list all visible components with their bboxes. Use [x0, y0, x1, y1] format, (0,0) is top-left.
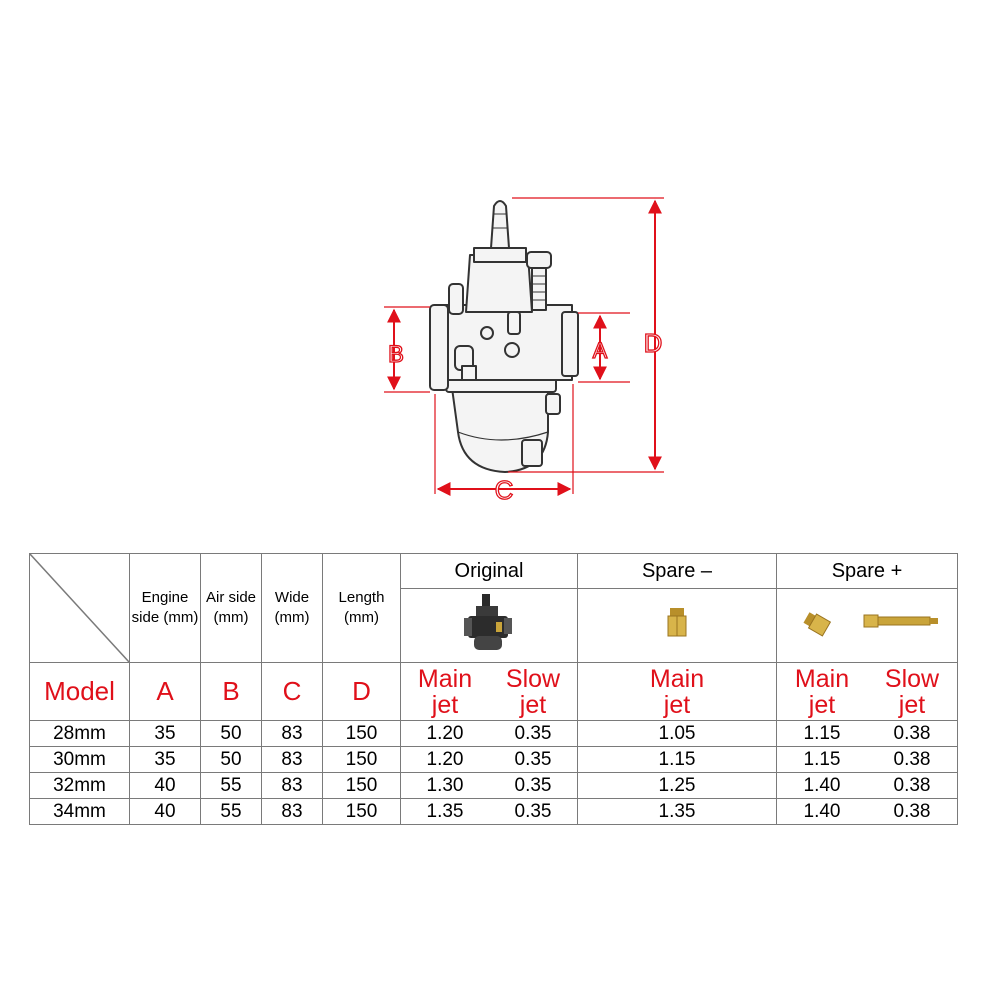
label-original-main-jet: Main jet [417, 664, 473, 719]
dimension-label-d: D [643, 328, 663, 358]
table-row [30, 773, 958, 799]
cell-a: 35 [130, 721, 201, 747]
dimension-label-b: B [387, 341, 405, 368]
cell-c: 83 [262, 799, 323, 825]
cell-spare-minus-main-jet: 1.25 [578, 773, 777, 799]
cell-model: 30mm [30, 747, 130, 773]
label-spare-plus-main-jet: Main jet [794, 664, 850, 719]
cell-spare-plus-main-jet: 1.40 [803, 801, 841, 822]
cell-original-slow-jet: 0.35 [514, 801, 552, 822]
cell-b: 50 [201, 721, 262, 747]
cell-d: 150 [323, 721, 401, 747]
cell-spare-minus-main-jet: 1.35 [578, 799, 777, 825]
label-model: Model [30, 663, 130, 721]
label-original-slow-jet: Slow jet [505, 664, 561, 719]
label-b: B [201, 663, 262, 721]
cell-spare-plus-main-jet: 1.15 [803, 723, 841, 744]
header-length: Length (mm) [323, 554, 401, 663]
main-and-slow-jet-icon [792, 606, 942, 640]
carburetor-photo-icon [464, 592, 514, 654]
cell-original-main-jet: 1.35 [426, 801, 464, 822]
label-spare-plus-slow-jet: Slow jet [884, 664, 940, 719]
carburetor-drawing [430, 201, 578, 472]
cell-spare-plus-slow-jet: 0.38 [893, 801, 931, 822]
cell-spare-minus-main-jet: 1.05 [578, 721, 777, 747]
cell-spare-plus-main-jet: 1.40 [803, 775, 841, 796]
table-row [30, 747, 958, 773]
cell-original-main-jet: 1.20 [426, 723, 464, 744]
table-row [30, 721, 958, 747]
cell-model: 34mm [30, 799, 130, 825]
header-original: Original [401, 554, 578, 589]
spare-plus-jets-image [777, 589, 958, 663]
cell-d: 150 [323, 747, 401, 773]
label-spare-minus-main-jet: Main jet [649, 664, 705, 719]
cell-original-slow-jet: 0.35 [514, 749, 552, 770]
cell-c: 83 [262, 747, 323, 773]
label-c: C [262, 663, 323, 721]
header-spare-plus: Spare + [777, 554, 958, 589]
header-air-side: Air side (mm) [201, 554, 262, 663]
main-jet-icon [662, 606, 692, 640]
cell-spare-plus-main-jet: 1.15 [803, 749, 841, 770]
header-wide: Wide (mm) [262, 554, 323, 663]
cell-c: 83 [262, 721, 323, 747]
label-a: A [130, 663, 201, 721]
cell-b: 55 [201, 773, 262, 799]
cell-d: 150 [323, 799, 401, 825]
table-row [30, 799, 958, 825]
cell-d: 150 [323, 773, 401, 799]
cell-b: 50 [201, 747, 262, 773]
cell-original-main-jet: 1.20 [426, 749, 464, 770]
cell-b: 55 [201, 799, 262, 825]
cell-spare-minus-main-jet: 1.15 [578, 747, 777, 773]
corner-diagonal-cell [30, 554, 130, 663]
cell-spare-plus-slow-jet: 0.38 [893, 723, 931, 744]
dimension-label-a: A [592, 338, 608, 363]
original-carburetor-image [401, 589, 578, 663]
cell-original-slow-jet: 0.35 [514, 723, 552, 744]
header-engine-side: Engine side (mm) [130, 554, 201, 663]
cell-original-slow-jet: 0.35 [514, 775, 552, 796]
cell-spare-plus-slow-jet: 0.38 [893, 775, 931, 796]
spare-minus-jet-image [578, 589, 777, 663]
cell-spare-plus-slow-jet: 0.38 [893, 749, 931, 770]
cell-original-main-jet: 1.30 [426, 775, 464, 796]
carburetor-spec-table [29, 553, 958, 825]
cell-model: 32mm [30, 773, 130, 799]
header-spare-minus: Spare – [578, 554, 777, 589]
cell-a: 40 [130, 773, 201, 799]
dimension-label-c: C [494, 475, 514, 505]
cell-a: 40 [130, 799, 201, 825]
cell-c: 83 [262, 773, 323, 799]
cell-a: 35 [130, 747, 201, 773]
label-d: D [323, 663, 401, 721]
cell-model: 28mm [30, 721, 130, 747]
